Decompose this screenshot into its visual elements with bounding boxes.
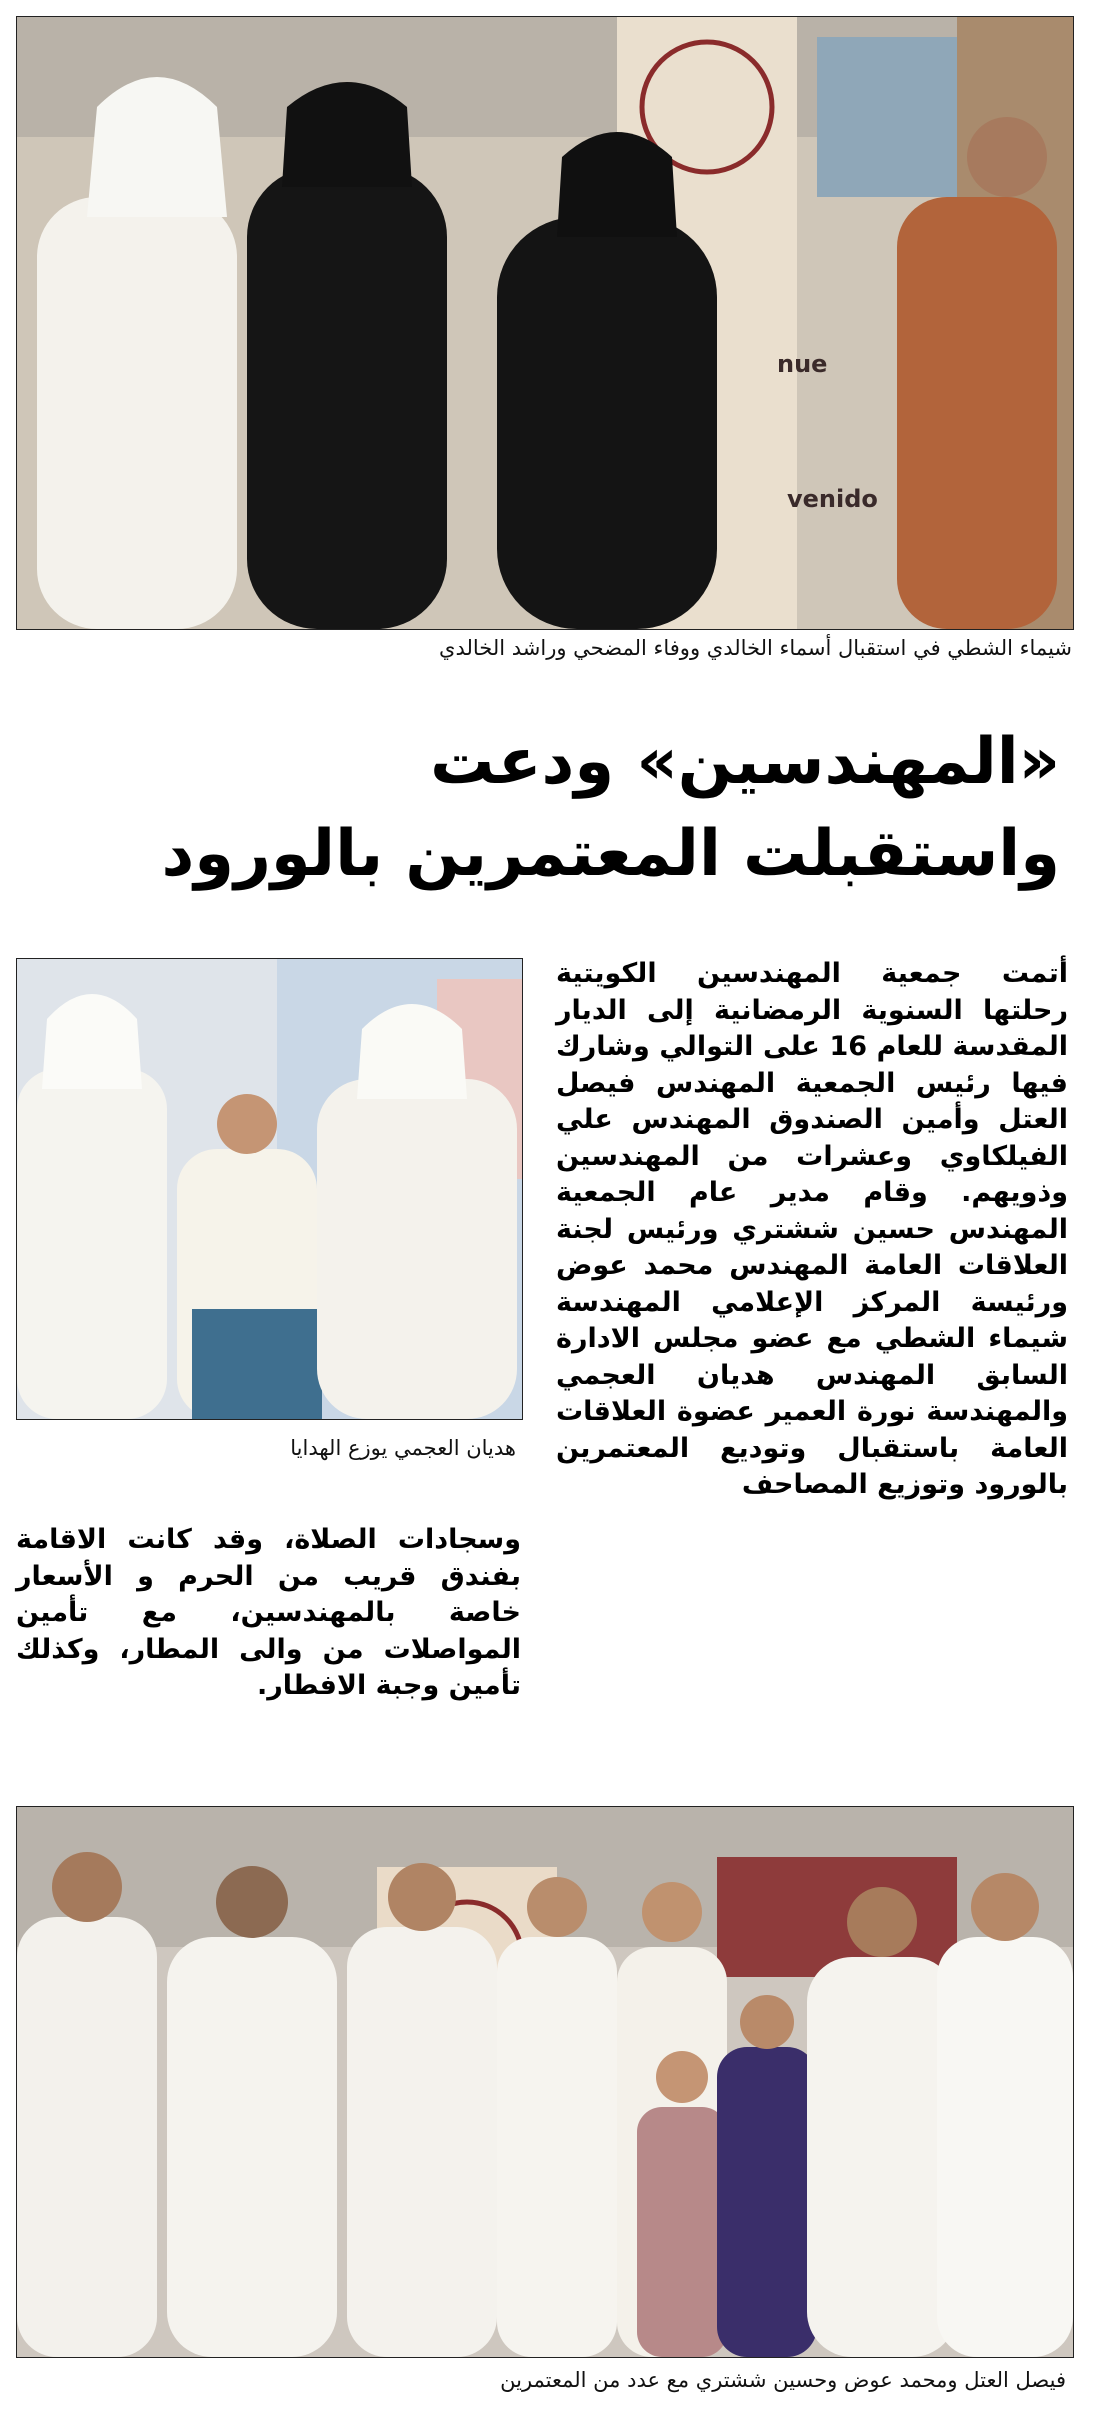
article-paragraph-right: أتمت جمعية المهندسين الكويتية رحلتها السنوية الرمضانية إلى الديار المقدسة للعام 16 على التوالي وشارك فيها رئيس الجمعية المهندس فيصل العتل وأمين الصندوق المهندس علي الفيلكاوي وعشرات من المهندسين وذويهم. وقام مدير عام الجمعية المهندس حسين ششتري ورئيس لجنة العلاقات العامة المهندس محمد عوض ورئيسة المركز الإعلامي المهندسة شيماء الشطي مع عضو مجلس الادارة السابق المهندس هديان العجمي والمهندسة نورة العمير عضوة العلاقات العامة باستقبال وتوديع المعتمرين بالورود وتوزيع المصاحف <box>556 958 1069 1500</box>
top-photo <box>16 16 1074 630</box>
middle-photo-caption: هديان العجمي يوزع الهدايا <box>290 1436 516 1460</box>
top-photo-caption: شيماء الشطي في استقبال أسماء الخالدي ووفاء المضحي وراشد الخالدي <box>439 636 1072 660</box>
article-paragraph-left: وسجادات الصلاة، وقد كانت الاقامة بفندق قريب من الحرم و الأسعار خاصة بالمهندسين، مع تأمين المواصلات من والى المطار، وكذلك تأمين وجبة الافطار. <box>16 1524 521 1701</box>
article-body-right <box>556 956 1068 1764</box>
middle-photo <box>16 958 523 1420</box>
bottom-photo <box>16 1806 1074 2358</box>
headline-line-2: واستقبلت المعتمرين بالورود <box>161 817 1060 891</box>
headline-line-1: «المهندسين» ودعت <box>430 725 1060 799</box>
article-body-left <box>16 1522 521 1752</box>
banner-text-1: nue <box>777 350 828 378</box>
bottom-photo-caption: فيصل العتل ومحمد عوض وحسين ششتري مع عدد من المعتمرين <box>500 2368 1066 2392</box>
banner-text-2: venido <box>787 485 878 513</box>
